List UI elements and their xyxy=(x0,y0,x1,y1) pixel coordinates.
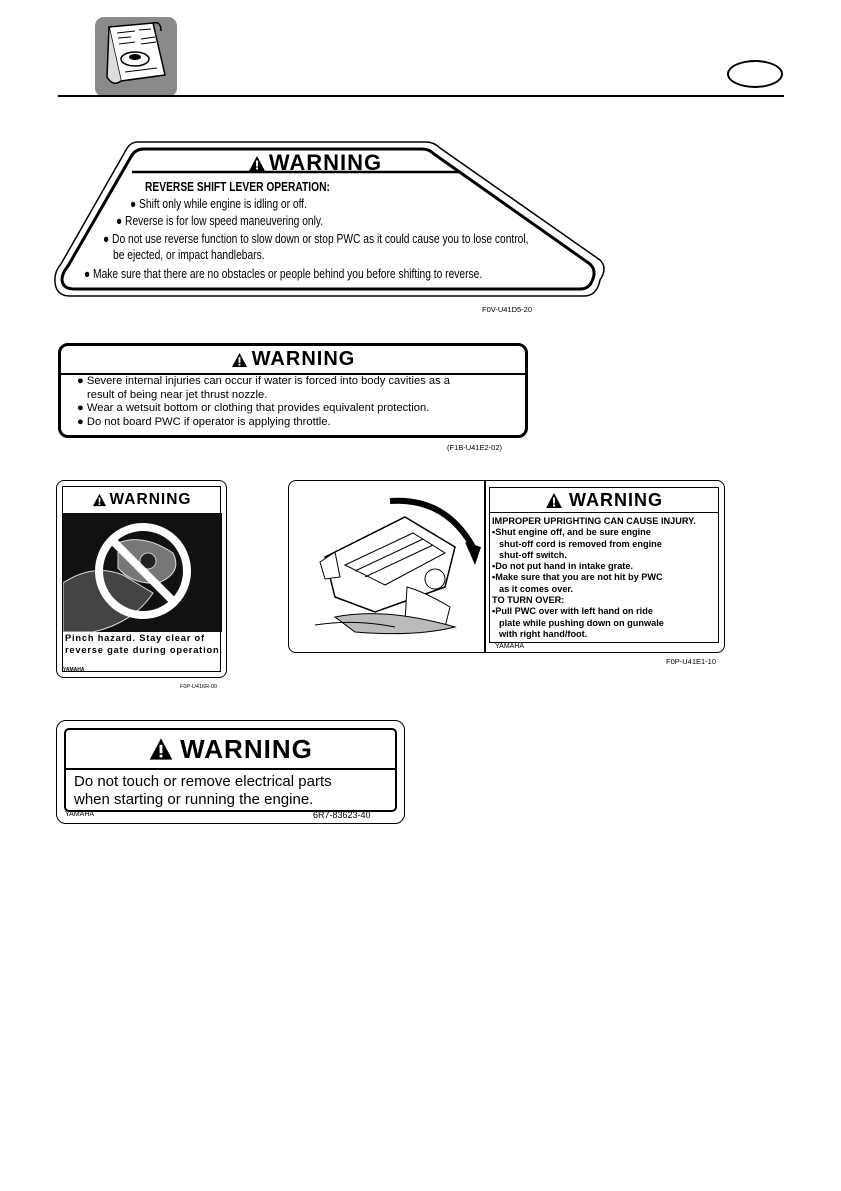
jet-thrust-warning-label xyxy=(58,343,528,438)
label1-line: ● Make sure that there are no obstacles or people behind you before shifting to reverse. xyxy=(84,267,483,281)
label3-brand: YAMAHA xyxy=(63,667,85,673)
label3-code: F0P-U416R-00 xyxy=(180,684,217,690)
label5-line: Do not touch or remove electrical parts xyxy=(74,773,332,790)
label4-line: •Shut engine off, and be sure engine xyxy=(492,527,651,538)
label1-line: ● Reverse is for low speed maneuvering only. xyxy=(116,214,324,228)
label1-title: WARNING xyxy=(225,150,405,176)
label2-line: ● Wear a wetsuit bottom or clothing that provides equivalent protection. xyxy=(77,402,430,415)
label4-line: shut-off cord is removed from engine xyxy=(499,538,662,549)
warning-triangle-icon xyxy=(231,352,248,368)
label4-line: as it comes over. xyxy=(499,583,574,594)
pinch-hazard-warning-label xyxy=(56,480,227,678)
label4-line: with right hand/foot. xyxy=(499,628,588,639)
label1-code: F0V-U41D5-20 xyxy=(482,305,533,314)
label2-line: ● Do not board PWC if operator is applying throttle. xyxy=(77,415,331,428)
label4-line: plate while pushing down on gunwale xyxy=(499,617,664,628)
label5-brand: YAMAHA xyxy=(65,811,95,818)
pinch-hazard-pictogram xyxy=(63,513,220,632)
label5-line: when starting or running the engine. xyxy=(74,791,314,808)
label3-caption: reverse gate during operation. xyxy=(65,645,223,655)
uprighting-warning-label xyxy=(288,480,725,653)
label1-line: ● Shift only while engine is idling or off. xyxy=(130,197,307,211)
label5-code: 6R7-83623-40 xyxy=(313,810,371,820)
label4-line: IMPROPER UPRIGHTING CAN CAUSE INJURY. xyxy=(492,516,696,526)
label1-line: be ejected, or impact handlebars. xyxy=(113,248,265,262)
label4-line: •Pull PWC over with left hand on ride xyxy=(492,606,653,617)
label3-title: WARNING xyxy=(63,487,220,513)
warning-triangle-icon xyxy=(148,737,174,761)
label4-divider xyxy=(484,481,486,652)
label5-title: WARNING xyxy=(66,730,395,770)
owners-manual-icon xyxy=(95,17,177,97)
label3-caption: Pinch hazard. Stay clear of xyxy=(65,633,205,643)
label4-line: shut-off switch. xyxy=(499,549,567,560)
capsized-pwc-illustration xyxy=(295,487,483,647)
header-rule xyxy=(58,95,784,97)
warning-triangle-icon xyxy=(248,155,266,172)
label4-line: •Make sure that you are not hit by PWC xyxy=(492,572,663,583)
warning-triangle-icon xyxy=(545,492,563,509)
label1-line: ● Do not use reverse function to slow down or stop PWC as it could cause you to lose control, xyxy=(103,232,529,246)
language-badge xyxy=(727,60,783,88)
warning-triangle-icon xyxy=(92,493,107,507)
label4-line: •Do not put hand in intake grate. xyxy=(492,561,634,572)
label4-line: TO TURN OVER: xyxy=(492,595,565,606)
label1-heading: REVERSE SHIFT LEVER OPERATION: xyxy=(145,180,330,194)
label4-title: WARNING xyxy=(490,488,718,513)
label2-line: result of being near jet thrust nozzle. xyxy=(87,388,268,401)
label2-line: ● Severe internal injuries can occur if water is forced into body cavities as a xyxy=(77,375,451,387)
label2-code: (F1B-U41E2-02) xyxy=(447,443,503,452)
label4-code: F0P-U41E1-10 xyxy=(666,657,717,666)
label2-title: WARNING xyxy=(61,346,525,375)
electrical-parts-warning-label xyxy=(56,720,405,824)
label4-brand: YAMAHA xyxy=(495,643,525,650)
